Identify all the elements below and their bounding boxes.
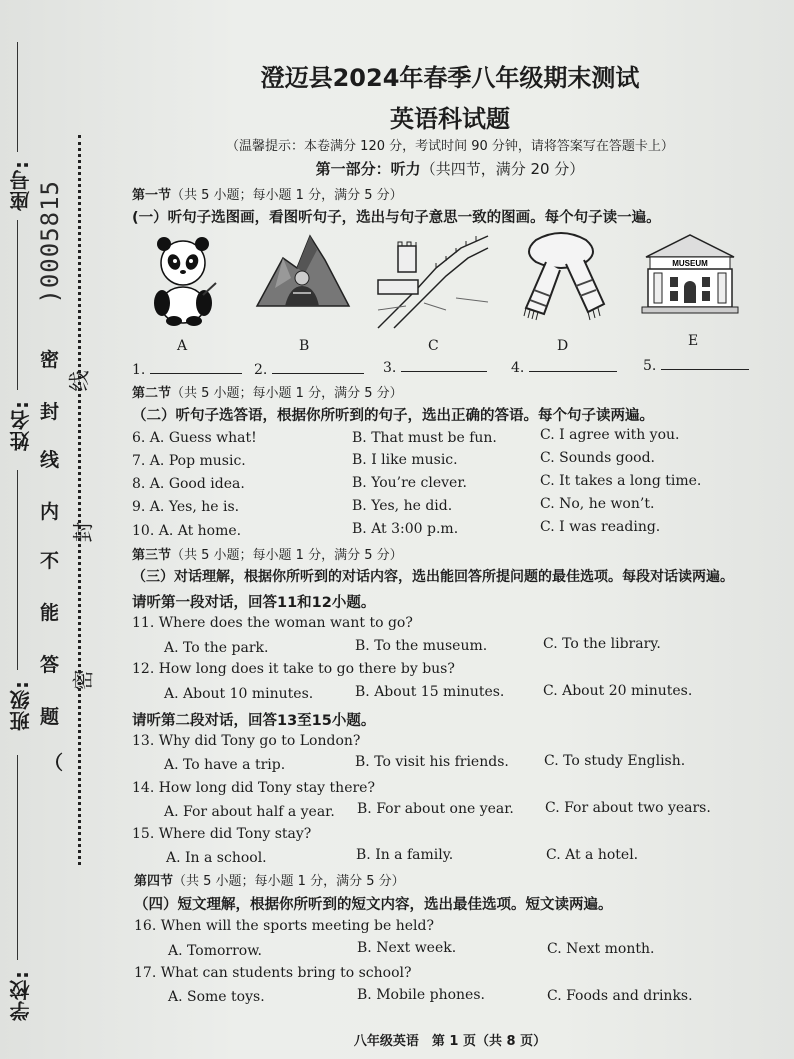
seal-char: （: [44, 752, 64, 774]
option-c[interactable]: C. For about two years.: [545, 800, 711, 816]
picture-label-d: D: [557, 338, 569, 354]
question-11-text: 11. Where does the woman want to go?: [132, 615, 413, 631]
question-16-text: 16. When will the sports meeting be held?: [134, 918, 434, 934]
section-2-title: 第二节: [132, 386, 172, 401]
section-1-note: （共 5 小题；每小题 1 分，满分 5 分）: [171, 188, 403, 203]
blank-number: 5.: [643, 358, 657, 374]
option-a[interactable]: 9. A. Yes, he is.: [132, 499, 240, 515]
class-label: 班级:: [9, 680, 33, 731]
seal-char: 答: [40, 654, 60, 676]
option-c[interactable]: C. At a hotel.: [546, 847, 639, 863]
option-a[interactable]: 7. A. Pop music.: [132, 453, 246, 469]
class-line: [17, 470, 18, 670]
exam-hint: （温馨提示：本卷满分 120 分，考试时间 90 分钟，请将答案写在答题卡上）: [226, 139, 674, 154]
option-b[interactable]: B. At 3:00 p.m.: [352, 521, 459, 537]
serial-stamp: )0005815: [36, 180, 64, 304]
option-b[interactable]: B. That must be fun.: [352, 430, 497, 446]
seal-right-char: 封: [71, 521, 96, 543]
exam-title: 澄迈县2024年春季八年级期末测试: [260, 64, 640, 92]
part-note: （共四节，满分 20 分）: [420, 160, 585, 178]
option-c[interactable]: C. I was reading.: [540, 519, 661, 535]
option-c[interactable]: C. Next month.: [547, 941, 655, 957]
panda-picture: [148, 235, 218, 327]
seal-char: 内: [40, 501, 60, 523]
option-b[interactable]: B. About 15 minutes.: [355, 684, 505, 700]
option-c[interactable]: C. To the library.: [543, 636, 661, 652]
option-a[interactable]: A. About 10 minutes.: [164, 686, 314, 702]
option-a[interactable]: A. For about half a year.: [164, 804, 335, 820]
blank-number: 3.: [383, 360, 397, 376]
seal-char: 能: [40, 602, 60, 624]
blank-line: [272, 361, 364, 374]
option-b[interactable]: B. In a family.: [356, 847, 454, 863]
option-b[interactable]: B. I like music.: [352, 452, 458, 468]
section-1-title: 第一节: [132, 188, 172, 203]
exam-subtitle: 英语科试题: [390, 105, 510, 133]
museum-sign: MUSEUM: [672, 259, 708, 268]
picture-label-a: A: [177, 338, 188, 354]
option-a[interactable]: 8. A. Good idea.: [132, 476, 245, 492]
section-4-note: （共 5 小题；每小题 1 分，满分 5 分）: [173, 874, 405, 889]
answer-blank-1[interactable]: [132, 361, 242, 378]
picture-label-c: C: [428, 338, 439, 354]
section-4-title: 第四节: [134, 874, 174, 889]
section-1-instruction: (一）听句子选图画，看图听句子，选出与句子意思一致的图画。每个句子读一遍。: [132, 210, 661, 226]
option-c[interactable]: C. About 20 minutes.: [543, 683, 693, 699]
question-13-text: 13. Why did Tony go to London?: [132, 733, 361, 749]
seal-char: 不: [40, 550, 60, 572]
seal-char: 线: [40, 449, 60, 471]
option-b[interactable]: B. To visit his friends.: [355, 754, 509, 770]
dialog-2-intro: 请听第二段对话，回答13至15小题。: [132, 713, 376, 729]
section-3-note: （共 5 小题；每小题 1 分，满分 5 分）: [171, 548, 403, 563]
option-b[interactable]: B. Mobile phones.: [357, 987, 485, 1003]
name-label: 姓名:: [9, 400, 33, 451]
option-b[interactable]: B. You’re clever.: [352, 475, 467, 491]
seal-char: 题: [40, 706, 60, 728]
option-a[interactable]: 10. A. At home.: [132, 523, 242, 539]
option-a[interactable]: A. Tomorrow.: [168, 943, 262, 959]
option-a[interactable]: A. Some toys.: [168, 989, 265, 1005]
option-c[interactable]: C. It takes a long time.: [540, 473, 702, 489]
question-17-text: 17. What can students bring to school?: [134, 965, 412, 981]
scarf-picture: [516, 230, 606, 322]
seal-char: 密: [40, 349, 60, 371]
option-b[interactable]: B. For about one year.: [357, 801, 514, 817]
option-b[interactable]: B. To the museum.: [355, 638, 488, 654]
seal-char: 封: [40, 401, 60, 423]
section-3-heading: [132, 544, 403, 563]
part-heading: [0, 158, 794, 179]
question-14-text: 14. How long did Tony stay there?: [132, 780, 375, 796]
name-line: [17, 220, 18, 390]
blank-line: [529, 359, 617, 372]
section-2-heading: [132, 382, 403, 401]
section-4-instruction: （四）短文理解，根据你所听到的短文内容，选出最佳选项。短文读两遍。: [134, 897, 613, 913]
option-a[interactable]: A. In a school.: [166, 850, 267, 866]
section-1-heading: [132, 184, 403, 203]
blank-number: 2.: [254, 362, 268, 378]
option-a[interactable]: A. To the park.: [164, 640, 269, 656]
question-15-text: 15. Where did Tony stay?: [132, 826, 312, 842]
picture-label-b: B: [299, 338, 310, 354]
section-2-note: （共 5 小题；每小题 1 分，满分 5 分）: [171, 386, 403, 401]
dialog-1-intro: 请听第一段对话，回答11和12小题。: [132, 595, 376, 611]
section-3-title: 第三节: [132, 548, 172, 563]
seat-label: 座号:: [9, 160, 33, 211]
part-title: 第一部分：听力: [315, 160, 421, 178]
option-a[interactable]: A. To have a trip.: [164, 757, 286, 773]
blank-line: [150, 361, 242, 374]
answer-blank-5[interactable]: [643, 357, 749, 374]
seal-right-char: 线: [67, 370, 92, 392]
option-a[interactable]: 6. A. Guess what!: [132, 430, 257, 446]
answer-blank-4[interactable]: [511, 359, 617, 376]
school-line: [17, 755, 18, 960]
school-label: 学校:: [9, 970, 33, 1021]
option-c[interactable]: C. To study English.: [544, 753, 686, 769]
option-c[interactable]: C. Sounds good.: [540, 450, 655, 466]
option-c[interactable]: C. I agree with you.: [540, 427, 680, 443]
option-b[interactable]: B. Next week.: [357, 940, 457, 956]
option-c[interactable]: C. Foods and drinks.: [547, 988, 693, 1004]
option-b[interactable]: B. Yes, he did.: [352, 498, 453, 514]
answer-blank-3[interactable]: [383, 359, 487, 376]
picture-label-e: E: [688, 333, 699, 349]
blank-number: 1.: [132, 362, 146, 378]
page-footer: 八年级英语 第 1 页（共 8 页）: [353, 1034, 547, 1049]
great-wall-picture: [376, 228, 490, 330]
section-2-instruction: （二）听句子选答语，根据你所听到的句子，选出正确的答语。每个句子读两遍。: [132, 408, 654, 424]
section-4-heading: [134, 870, 405, 889]
museum-picture: [640, 233, 740, 315]
answer-blank-2[interactable]: [254, 361, 364, 378]
question-12-text: 12. How long does it take to go there by bus?: [132, 661, 455, 677]
option-c[interactable]: C. No, he won’t.: [540, 496, 655, 512]
blank-line: [401, 359, 487, 372]
blank-line: [661, 357, 749, 370]
mountain-man-picture: [255, 228, 351, 308]
section-3-instruction: （三）对话理解，根据你所听到的对话内容，选出能回答所提问题的最佳选项。每段对话读两遍。: [132, 569, 734, 585]
seal-right-char: 密: [71, 669, 96, 691]
blank-number: 4.: [511, 360, 525, 376]
seal-dotted-line: [78, 135, 81, 865]
